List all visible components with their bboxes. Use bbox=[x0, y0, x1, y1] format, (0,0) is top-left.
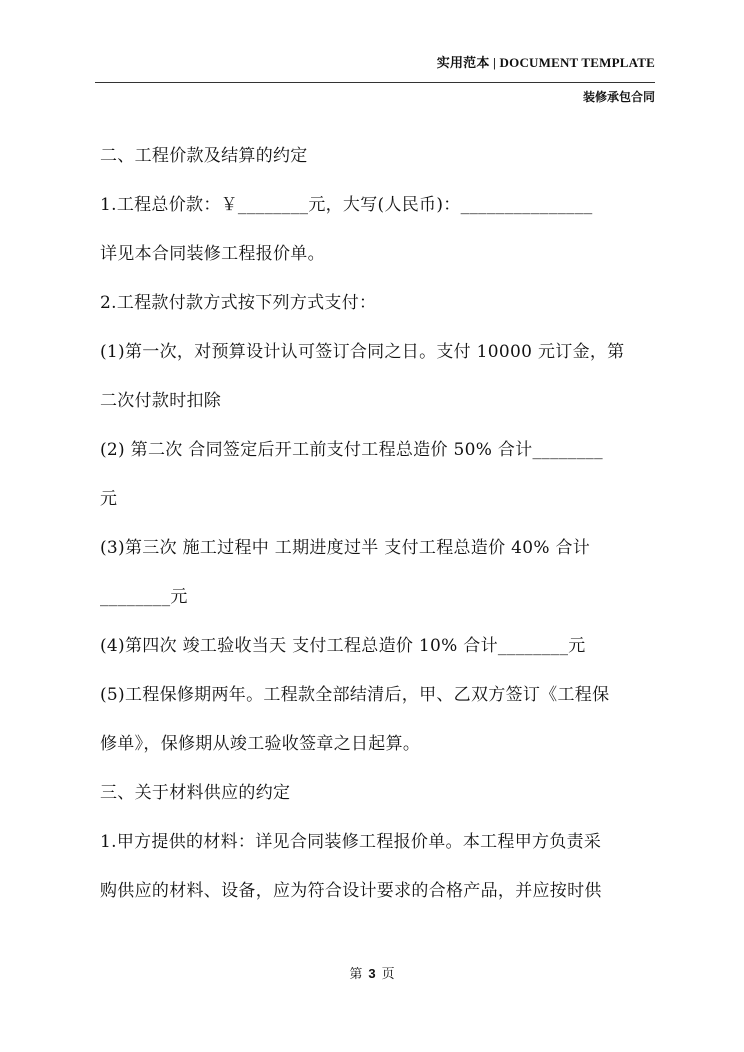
clause-warranty: (5)工程保修期两年。工程款全部结清后，甲、乙双方签订《工程保 bbox=[100, 685, 610, 705]
page-number: 3 bbox=[368, 966, 376, 981]
section-heading-materials: 三、关于材料供应的约定 bbox=[100, 783, 291, 803]
header-subtitle: 装修承包合同 bbox=[582, 90, 655, 104]
clause-second-payment-cont: 元 bbox=[100, 489, 118, 509]
clause-fourth-payment: (4)第四次 竣工验收当天 支付工程总造价 10% 合计________元 bbox=[100, 636, 586, 656]
clause-materials-cont: 购供应的材料、设备，应为符合设计要求的合格产品，并应按时供 bbox=[100, 881, 602, 901]
header-title: 实用范本 | DOCUMENT TEMPLATE bbox=[436, 55, 655, 70]
clause-materials: 1.甲方提供的材料：详见合同装修工程报价单。本工程甲方负责采 bbox=[100, 832, 602, 852]
footer-prefix: 第 bbox=[349, 967, 363, 982]
clause-second-payment: (2) 第二次 合同签定后开工前支付工程总造价 50% 合计________ bbox=[100, 440, 603, 460]
clause-warranty-cont: 修单》，保修期从竣工验收签章之日起算。 bbox=[100, 734, 421, 754]
clause-third-payment: (3)第三次 施工过程中 工期进度过半 支付工程总造价 40% 合计 bbox=[100, 538, 591, 558]
clause-first-payment-cont: 二次付款时扣除 bbox=[100, 391, 222, 411]
page-footer bbox=[0, 963, 744, 982]
section-heading-payment: 二、工程价款及结算的约定 bbox=[100, 146, 308, 166]
clause-total-price: 1.工程总价款：￥________元，大写(人民币)：_______________ bbox=[100, 195, 593, 215]
clause-third-payment-cont: ________元 bbox=[100, 587, 188, 607]
clause-total-price-cont: 详见本合同装修工程报价单。 bbox=[100, 244, 325, 264]
footer-suffix: 页 bbox=[381, 967, 395, 982]
header-divider bbox=[95, 82, 655, 83]
clause-payment-method: 2.工程款付款方式按下列方式支付： bbox=[100, 293, 377, 313]
clause-first-payment: (1)第一次，对预算设计认可签订合同之日。支付 10000 元订金，第 bbox=[100, 342, 625, 362]
document-body bbox=[100, 140, 656, 924]
